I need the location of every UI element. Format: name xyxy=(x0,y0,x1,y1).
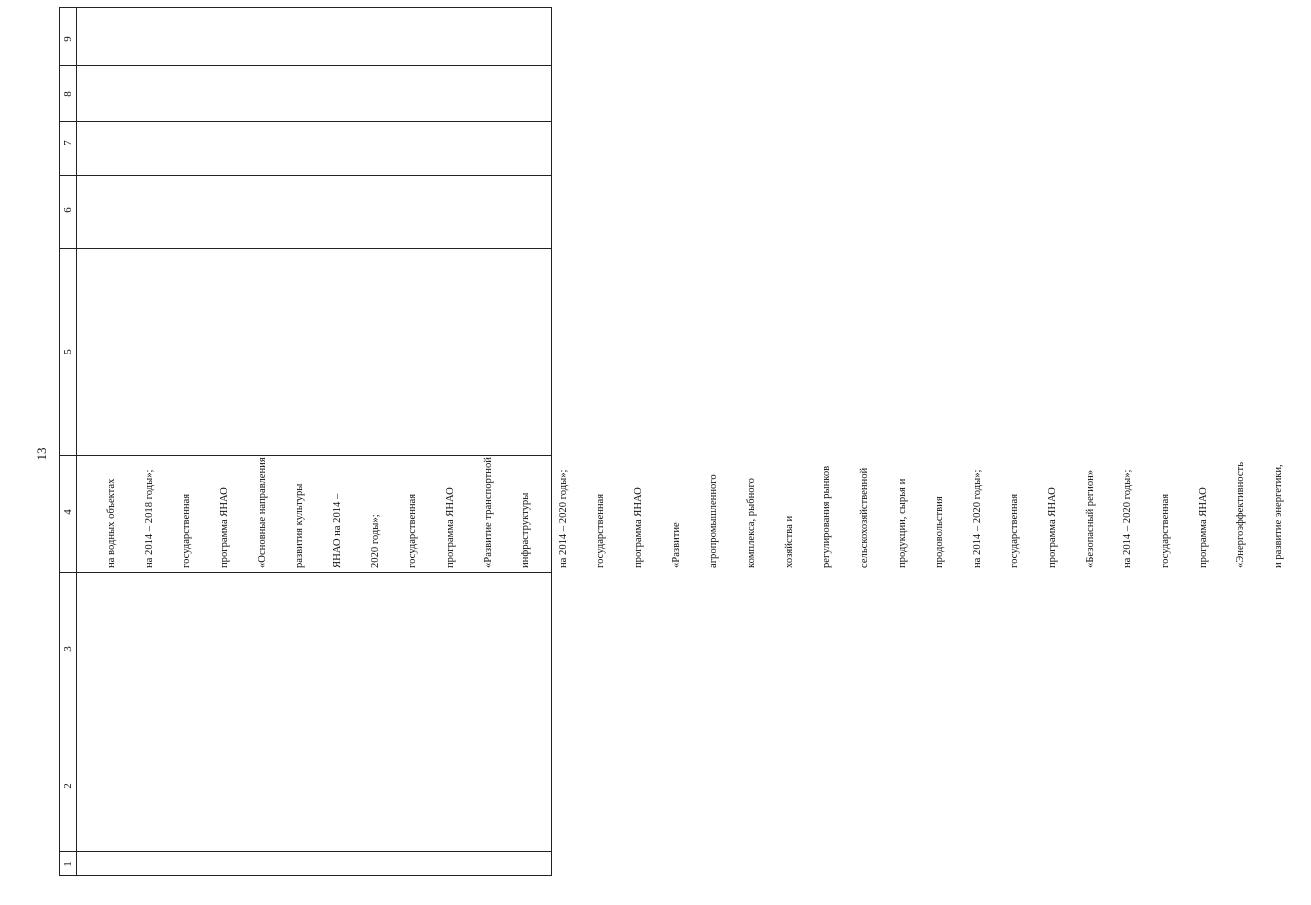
text-line: государственная xyxy=(181,493,193,568)
text-line: на 2014 – 2020 годы»; xyxy=(1122,469,1134,568)
rotated-table xyxy=(59,7,1284,876)
column-number: 3 xyxy=(62,646,74,652)
page-number: 13 xyxy=(34,447,49,461)
col-separator-4-5 xyxy=(59,248,552,249)
text-line: на 2014 – 2018 годы»; xyxy=(143,469,155,568)
column-number: 6 xyxy=(62,207,74,213)
text-line: «Безопасный регион» xyxy=(1084,469,1096,568)
column-number: 2 xyxy=(62,783,74,789)
column-number: 5 xyxy=(62,349,74,355)
text-line: на водных объектах xyxy=(106,478,118,568)
table-border-left xyxy=(59,7,60,876)
header-row-separator xyxy=(76,7,77,876)
col-separator-2-3 xyxy=(59,572,552,573)
text-line: «Основные направления xyxy=(256,457,268,568)
column-number: 4 xyxy=(62,509,74,515)
col-separator-1-2 xyxy=(59,851,552,852)
col-separator-7-8 xyxy=(59,65,552,66)
text-line: комплекса, рыбного xyxy=(745,478,757,568)
text-line: продукции, сырья и xyxy=(896,478,908,568)
text-line: сельскохозяйственной xyxy=(858,467,870,568)
text-line: ЯНАО на 2014 – xyxy=(331,493,343,568)
column-number: 8 xyxy=(62,91,74,97)
column-number: 9 xyxy=(62,36,74,42)
text-line: программа ЯНАО xyxy=(444,487,456,568)
text-line: регулирования рынков xyxy=(821,465,833,568)
table-border-top xyxy=(59,7,552,8)
col-separator-6-7 xyxy=(59,121,552,122)
text-line: программа ЯНАО xyxy=(1047,487,1059,568)
col-separator-5-6 xyxy=(59,175,552,176)
text-line: государственная xyxy=(407,493,419,568)
text-line: агропромышленного xyxy=(708,474,720,568)
text-line: «Развитие транспортной xyxy=(482,457,494,568)
text-line: хозяйства и xyxy=(783,515,795,568)
text-line: на 2014 – 2020 годы»; xyxy=(971,469,983,568)
text-line: программа ЯНАО xyxy=(1197,487,1209,568)
col-separator-3-4 xyxy=(59,455,552,456)
text-line: программа ЯНАО xyxy=(633,487,645,568)
column-number: 1 xyxy=(62,861,74,867)
table-border-bottom xyxy=(59,875,552,876)
text-line: государственная xyxy=(1160,493,1172,568)
text-line: на 2014 – 2020 годы»; xyxy=(557,469,569,568)
text-line: «Развитие xyxy=(670,522,682,568)
text-line: 2020 годы»; xyxy=(369,514,381,568)
text-line: развития культуры xyxy=(294,483,306,568)
text-line: инфраструктуры xyxy=(520,492,532,568)
text-line: государственная xyxy=(595,493,607,568)
table-border-right xyxy=(551,7,552,876)
column-3-cell-text xyxy=(81,457,1311,568)
text-line: «Энергоэффективность xyxy=(1235,461,1247,568)
text-line: и развитие энергетики, xyxy=(1272,464,1284,568)
text-line: продовольствия xyxy=(934,496,946,568)
text-line: государственная xyxy=(1009,493,1021,568)
text-line: программа ЯНАО xyxy=(219,487,231,568)
column-number: 7 xyxy=(62,140,74,146)
